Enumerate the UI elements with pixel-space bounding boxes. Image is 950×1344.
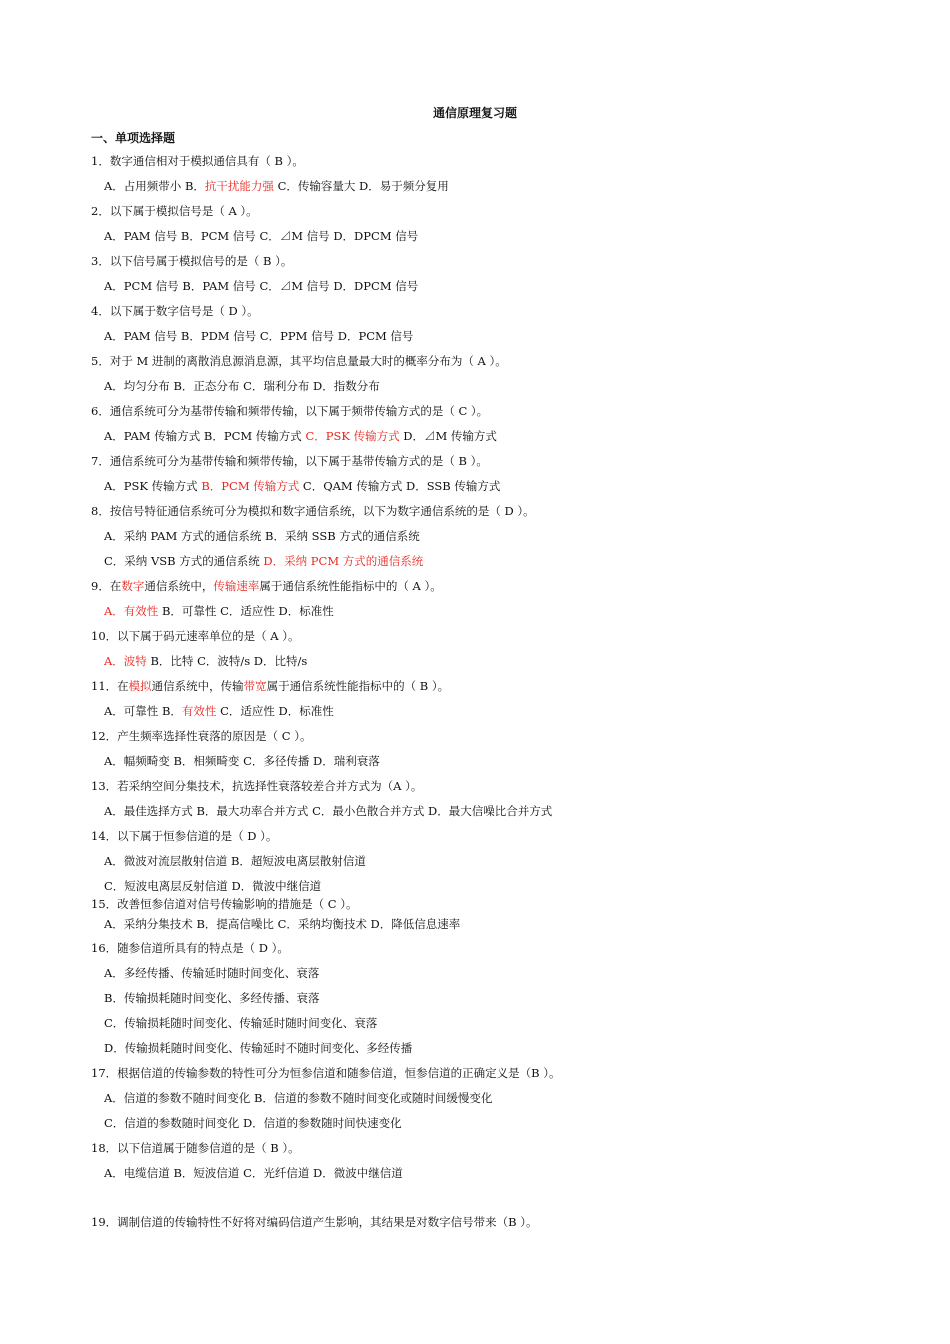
text-segment: A．均匀分布 B．正态分布 C．瑞利分布 D．指数分布: [104, 379, 380, 393]
text-segment: A．电缆信道 B．短波信道 C．光纤信道 D．微波中继信道: [104, 1166, 403, 1180]
question-text: [91, 303, 259, 319]
text-segment: A．PCM 信号 B．PAM 信号 C．⊿M 信号 D．DPCM 信号: [104, 279, 419, 293]
text-segment: 5．对于 M 进制的离散消息源消息源，其平均信息量最大时的概率分布为（ A ）。: [91, 354, 507, 368]
text-segment: A．微波对流层散射信道 B．超短波电离层散射信道: [104, 854, 366, 868]
highlighted-text: 抗干扰能力强: [204, 179, 274, 193]
answer-options: [104, 528, 420, 544]
question-text: [91, 203, 258, 219]
answer-options: [104, 603, 334, 619]
highlighted-text: 带宽: [243, 679, 267, 693]
text-segment: B．比特 C．波特/s D．比特/s: [146, 654, 308, 668]
answer-options: [104, 1115, 402, 1131]
answer-options: [104, 753, 380, 769]
text-segment: A．可靠性 B．: [104, 704, 182, 718]
highlighted-text: 有效性: [181, 704, 217, 718]
text-segment: 1．数字通信相对于模拟通信具有（ B ）。: [91, 154, 304, 168]
text-segment: 19．调制信道的传输特性不好将对编码信道产生影响，其结果是对数字信号带来（B ）。: [91, 1215, 538, 1229]
highlighted-text: 传输速率: [213, 579, 260, 593]
text-segment: 属于通信系统性能指标中的（ B ）。: [266, 679, 450, 693]
text-segment: A．多经传播、传输延时随时间变化、衰落: [104, 966, 320, 980]
question-text: [91, 353, 507, 369]
text-segment: C．QAM 传输方式 D．SSB 传输方式: [299, 479, 501, 493]
question-text: [91, 1214, 538, 1230]
text-segment: C．短波电离层反射信道 D．微波中继信道: [104, 879, 322, 893]
text-segment: 8．按信号特征通信系统可分为模拟和数字通信系统，以下为数字通信系统的是（ D ）。: [91, 504, 535, 518]
highlighted-text: A．有效性: [104, 604, 159, 618]
question-text: [91, 403, 488, 419]
question-text: [91, 153, 304, 169]
answer-options: [104, 1165, 403, 1181]
text-segment: 16．随参信道所具有的特点是（ D ）。: [91, 941, 289, 955]
text-segment: A．PAM 传输方式 B．PCM 传输方式: [104, 429, 306, 443]
question-text: [91, 578, 442, 594]
text-segment: 11．在: [91, 679, 129, 693]
question-text: [91, 778, 422, 794]
text-segment: A．PAM 信号 B．PCM 信号 C．⊿M 信号 D．DPCM 信号: [104, 229, 419, 243]
question-text: [91, 1065, 561, 1081]
question-text: [91, 503, 535, 519]
answer-options: [104, 478, 500, 494]
answer-options: [104, 553, 423, 569]
text-segment: 13．若采纳空间分集技术，抗选择性衰落较差合并方式为（A ）。: [91, 779, 423, 793]
question-text: [91, 1140, 300, 1156]
text-segment: 2．以下属于模拟信号是（ A ）。: [91, 204, 258, 218]
answer-options: [104, 916, 460, 932]
highlighted-text: 模拟: [128, 679, 152, 693]
text-segment: D．⊿M 传输方式: [399, 429, 497, 443]
text-segment: A．信道的参数不随时间变化 B．信道的参数不随时间变化或随时间缓慢变化: [104, 1091, 493, 1105]
text-segment: 15．改善恒参信道对信号传输影响的措施是（ C ）。: [91, 897, 358, 911]
text-segment: B．传输损耗随时间变化、多经传播、衰落: [104, 991, 320, 1005]
answer-options: [104, 278, 418, 294]
text-segment: A．采纳分集技术 B．提高信噪比 C．采纳均衡技术 D．降低信息速率: [104, 917, 461, 931]
text-segment: 6．通信系统可分为基带传输和频带传输，以下属于频带传输方式的是（ C ）。: [91, 404, 489, 418]
text-segment: 10．以下属于码元速率单位的是（ A ）。: [91, 629, 300, 643]
text-segment: C．信道的参数随时间变化 D．信道的参数随时间快速变化: [104, 1116, 402, 1130]
answer-options: [104, 378, 380, 394]
answer-options: [104, 1015, 377, 1031]
answer-options: [104, 1040, 412, 1056]
answer-options: [104, 328, 413, 344]
answer-options: [104, 703, 334, 719]
answer-options: [104, 965, 319, 981]
text-segment: 14．以下属于恒参信道的是（ D ）。: [91, 829, 278, 843]
text-segment: C．采纳 VSB 方式的通信系统: [104, 554, 264, 568]
question-text: [91, 453, 488, 469]
question-text: [91, 628, 300, 644]
text-segment: 9．在: [91, 579, 122, 593]
answer-options: [104, 228, 418, 244]
text-segment: C．传输损耗随时间变化、传输延时随时间变化、衰落: [104, 1016, 378, 1030]
answer-options: [104, 990, 319, 1006]
text-segment: 3．以下信号属于模拟信号的是（ B ）。: [91, 254, 293, 268]
section-heading: 一、单项选择题: [91, 131, 176, 145]
text-segment: A．PAM 信号 B．PDM 信号 C．PPM 信号 D．PCM 信号: [104, 329, 414, 343]
text-segment: C．传输容量大 D．易于频分复用: [273, 179, 449, 193]
highlighted-text: B．PCM 传输方式: [201, 479, 300, 493]
highlighted-text: D．采纳 PCM 方式的通信系统: [263, 554, 424, 568]
text-segment: A．占用频带小 B．: [104, 179, 205, 193]
answer-options: [104, 803, 552, 819]
text-segment: C．适应性 D．标准性: [216, 704, 334, 718]
text-segment: A．PSK 传输方式: [104, 479, 202, 493]
text-segment: 7．通信系统可分为基带传输和频带传输，以下属于基带传输方式的是（ B ）。: [91, 454, 488, 468]
question-text: [91, 828, 277, 844]
answer-options: [104, 1090, 492, 1106]
question-text: [91, 728, 312, 744]
text-segment: 通信系统中，传输: [151, 679, 244, 693]
question-text: [91, 678, 449, 694]
answer-options: [104, 653, 307, 669]
text-segment: A．采纳 PAM 方式的通信系统 B．采纳 SSB 方式的通信系统: [104, 529, 420, 543]
answer-options: [104, 428, 497, 444]
question-text: [91, 896, 358, 912]
text-segment: 属于通信系统性能指标中的（ A ）。: [259, 579, 442, 593]
text-segment: A．幅频畸变 B．相频畸变 C．多径传播 D．瑞利衰落: [104, 754, 380, 768]
text-segment: 18．以下信道属于随参信道的是（ B ）。: [91, 1141, 300, 1155]
highlighted-text: C．PSK 传输方式: [305, 429, 400, 443]
text-segment: 17．根据信道的传输参数的特性可分为恒参信道和随参信道，恒参信道的正确定义是（B ）。: [91, 1066, 561, 1080]
text-segment: A．最佳选择方式 B．最大功率合并方式 C．最小色散合并方式 D．最大信噪比合并方式: [104, 804, 553, 818]
text-segment: 通信系统中，: [144, 579, 214, 593]
answer-options: [104, 853, 366, 869]
highlighted-text: 数字: [121, 579, 145, 593]
text-segment: D．传输损耗随时间变化、传输延时不随时间变化、多经传播: [104, 1041, 413, 1055]
document-title: 通信原理复习题: [432, 106, 517, 120]
text-segment: 12．产生频率选择性衰落的原因是（ C ）。: [91, 729, 312, 743]
highlighted-text: A．波特: [104, 654, 147, 668]
answer-options: [104, 178, 449, 194]
text-segment: B．可靠性 C．适应性 D．标准性: [158, 604, 334, 618]
question-text: [91, 253, 292, 269]
question-text: [91, 940, 289, 956]
text-segment: 4．以下属于数字信号是（ D ）。: [91, 304, 259, 318]
answer-options: [104, 878, 321, 894]
